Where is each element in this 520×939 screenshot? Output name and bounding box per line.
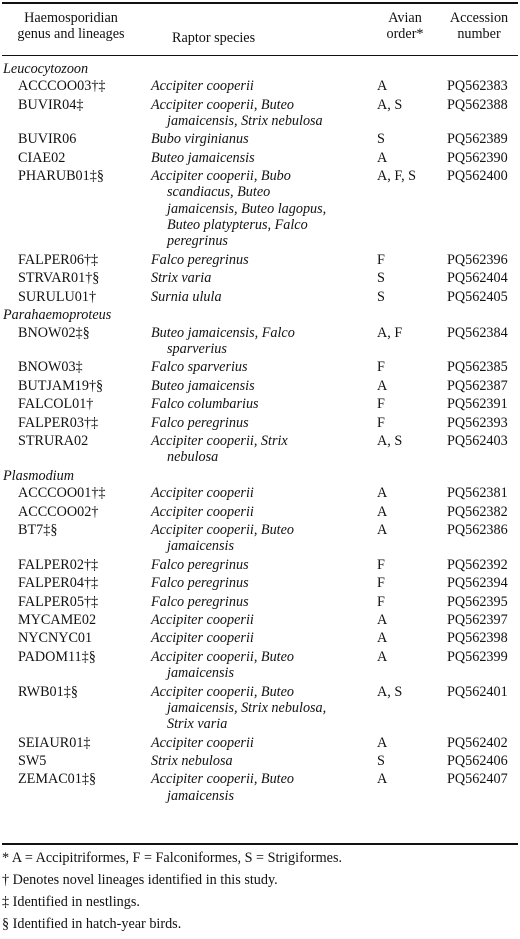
order-cell: S	[377, 752, 385, 769]
order-cell: A	[377, 771, 388, 788]
species-line: Accipiter cooperii, Bubo	[151, 168, 291, 185]
species-cell	[151, 415, 371, 431]
species-cell	[151, 433, 371, 466]
footnote-novel: † Denotes novel lineages identified in this study.	[2, 872, 278, 888]
accession-cell: PQ562383	[447, 78, 508, 95]
footnote-order: * A = Accipitriformes, F = Falconiformes, S = Strigiformes.	[2, 850, 343, 866]
species-cell	[151, 684, 371, 733]
accession-cell: PQ562386	[447, 522, 508, 539]
footnote-hatch-year: § Identified in hatch-year birds.	[2, 916, 182, 932]
lineage-cell: SEIAUR01‡	[18, 734, 91, 751]
order-cell: A	[377, 377, 388, 394]
order-cell: A	[377, 648, 388, 665]
order-cell: F	[377, 359, 385, 376]
species-cell	[151, 131, 371, 147]
accession-cell: PQ562397	[447, 612, 508, 628]
accession-cell: PQ562384	[447, 324, 508, 341]
species-line: Strix varia	[167, 716, 228, 733]
species-line: Falco peregrinus	[151, 556, 249, 573]
lineage-cell: ACCCOO02†	[18, 503, 99, 520]
species-line: Accipiter cooperii, Buteo	[151, 648, 295, 665]
order-cell: F	[377, 414, 385, 431]
order-cell: F	[377, 575, 385, 592]
species-cell	[151, 522, 371, 555]
species-cell	[151, 630, 371, 646]
lineage-cell: FALPER05†‡	[18, 593, 99, 610]
species-line: jamaicensis	[167, 665, 234, 682]
order-cell: A, F	[377, 324, 403, 341]
order-cell: A	[377, 149, 388, 166]
bottom-rule	[2, 843, 518, 845]
header-accession-line2: number	[457, 26, 501, 43]
species-line: Buteo jamaicensis	[151, 377, 255, 394]
accession-cell: PQ562392	[447, 556, 508, 573]
order-cell: A	[377, 78, 388, 95]
accession-cell: PQ562381	[447, 485, 508, 502]
species-cell	[151, 485, 371, 501]
header-genus-line2: genus and lineages	[17, 26, 125, 43]
top-rule	[2, 2, 518, 4]
species-cell	[151, 594, 371, 610]
species-line: Falco peregrinus	[151, 414, 249, 431]
species-line: Buteo jamaicensis	[151, 149, 255, 166]
accession-cell: PQ562406	[447, 752, 508, 769]
lineage-cell: FALPER04†‡	[18, 575, 99, 592]
lineage-cell: SW5	[18, 752, 47, 769]
species-cell	[151, 504, 371, 520]
header-order-line1: Avian	[388, 10, 422, 26]
accession-cell: PQ562388	[447, 96, 508, 113]
species-line: Buteo platypterus, Falco	[167, 216, 308, 233]
species-line: jamaicensis	[167, 787, 234, 804]
lineage-cell: FALPER03†‡	[18, 414, 99, 431]
species-cell	[151, 252, 371, 268]
species-line: Strix nebulosa	[151, 752, 233, 769]
species-cell	[151, 150, 371, 166]
species-line: jamaicensis, Buteo lagopus,	[167, 200, 327, 217]
lineage-cell: BNOW02‡§	[18, 324, 90, 341]
species-line: nebulosa	[167, 449, 219, 466]
species-line: Falco peregrinus	[151, 251, 249, 268]
accession-cell: PQ562405	[447, 288, 508, 305]
species-line: Accipiter cooperii	[151, 78, 254, 95]
species-line: Falco peregrinus	[151, 593, 249, 610]
accession-cell: PQ562404	[447, 270, 508, 287]
species-line: jamaicensis, Strix nebulosa,	[167, 699, 327, 716]
species-cell	[151, 359, 371, 375]
species-line: Bubo virginianus	[151, 131, 249, 148]
species-cell	[151, 97, 371, 130]
accession-cell: PQ562407	[447, 771, 508, 788]
species-line: Buteo jamaicensis, Falco	[151, 324, 295, 341]
species-line: Accipiter cooperii	[151, 630, 254, 647]
accession-cell: PQ562385	[447, 359, 508, 376]
species-line: Accipiter cooperii	[151, 734, 254, 751]
accession-cell: PQ562390	[447, 149, 508, 166]
lineage-cell: NYCNYC01	[18, 630, 93, 647]
order-cell: A	[377, 612, 388, 628]
species-cell	[151, 612, 371, 628]
order-cell: S	[377, 270, 385, 287]
header-genus	[0, 10, 142, 43]
accession-cell: PQ562400	[447, 168, 508, 185]
accession-cell: PQ562396	[447, 251, 508, 268]
species-cell	[151, 771, 371, 804]
order-cell: A	[377, 522, 388, 539]
species-line: Falco peregrinus	[151, 575, 249, 592]
accession-cell: PQ562402	[447, 734, 508, 751]
accession-cell: PQ562401	[447, 683, 508, 700]
header-order-line2: order*	[386, 26, 424, 43]
accession-cell: PQ562393	[447, 414, 508, 431]
order-cell: A, S	[377, 432, 403, 449]
species-line: sparverius	[167, 340, 227, 357]
order-cell: A	[377, 734, 388, 751]
header-accession-line1: Accession	[449, 10, 509, 26]
order-cell: F	[377, 251, 385, 268]
footnotes	[2, 850, 518, 938]
lineage-cell: ACCCOO01†‡	[18, 485, 106, 502]
lineage-cell: ACCCOO03†‡	[18, 78, 106, 95]
species-cell	[151, 575, 371, 591]
accession-cell: PQ562398	[447, 630, 508, 647]
species-cell	[151, 396, 371, 412]
lineage-cell: PHARUB01‡§	[18, 168, 104, 185]
species-cell	[151, 78, 371, 94]
order-cell: A	[377, 630, 388, 647]
species-cell	[151, 753, 371, 769]
lineage-cell: BUTJAM19†§	[18, 377, 104, 394]
lineage-cell: FALCOL01†	[18, 396, 94, 413]
species-line: Accipiter cooperii, Buteo	[151, 771, 295, 788]
accession-cell: PQ562389	[447, 131, 508, 148]
species-cell	[151, 378, 371, 394]
accession-cell: PQ562403	[447, 432, 508, 449]
lineage-cell: PADOM11‡§	[18, 648, 96, 665]
species-line: Falco sparverius	[151, 359, 248, 376]
lineage-cell: ZEMAC01‡§	[18, 771, 97, 788]
species-cell	[151, 325, 371, 358]
lineage-cell: CIAE02	[18, 149, 66, 166]
header-species: Raptor species	[172, 30, 256, 46]
header-order	[374, 10, 436, 43]
lineage-cell: BNOW03‡	[18, 359, 83, 376]
header-accession	[438, 10, 520, 43]
order-cell: S	[377, 288, 385, 305]
footnote-nestlings: ‡ Identified in nestlings.	[2, 894, 140, 910]
lineage-cell: BUVIR04‡	[18, 96, 84, 113]
species-cell	[151, 649, 371, 682]
order-cell: A, S	[377, 683, 403, 700]
species-line: jamaicensis, Strix nebulosa	[167, 112, 323, 129]
species-line: Accipiter cooperii, Buteo	[151, 683, 295, 700]
header-genus-line1: Haemosporidian	[24, 10, 118, 26]
lineage-cell: BT7‡§	[18, 522, 58, 539]
lineage-cell: STRVAR01†§	[18, 270, 100, 287]
species-cell	[151, 557, 371, 573]
lineage-cell: SURULU01†	[18, 288, 97, 305]
lineage-cell: MYCAME02	[18, 612, 97, 628]
lineage-cell: BUVIR06	[18, 131, 77, 148]
order-cell: S	[377, 131, 385, 148]
lineage-cell: STRURA02	[18, 432, 89, 449]
order-cell: F	[377, 556, 385, 573]
species-line: Accipiter cooperii, Strix	[151, 432, 288, 449]
accession-cell: PQ562382	[447, 503, 508, 520]
species-line: Accipiter cooperii	[151, 503, 254, 520]
lineage-cell: FALPER02†‡	[18, 556, 99, 573]
species-line: peregrinus	[167, 233, 228, 250]
species-line: Accipiter cooperii, Buteo	[151, 96, 295, 113]
order-cell: A	[377, 503, 388, 520]
accession-cell: PQ562387	[447, 377, 508, 394]
species-line: Strix varia	[151, 270, 212, 287]
header-rule	[2, 55, 518, 56]
species-line: Accipiter cooperii	[151, 612, 254, 628]
accession-cell: PQ562399	[447, 648, 508, 665]
lineage-cell: FALPER06†‡	[18, 251, 99, 268]
genus-label: Leucocytozoon	[3, 61, 89, 77]
accession-cell: PQ562391	[447, 396, 508, 413]
order-cell: A, F, S	[377, 168, 417, 185]
species-line: Surnia ulula	[151, 288, 222, 305]
species-cell	[151, 735, 371, 751]
accession-cell: PQ562395	[447, 593, 508, 610]
genus-label: Plasmodium	[3, 468, 74, 485]
order-cell: A, S	[377, 96, 403, 113]
species-line: Falco columbarius	[151, 396, 259, 413]
species-cell	[151, 289, 371, 305]
species-line: scandiacus, Buteo	[167, 184, 271, 201]
order-cell: F	[377, 593, 385, 610]
species-cell	[151, 168, 371, 249]
order-cell: A	[377, 485, 388, 502]
species-cell	[151, 270, 371, 286]
lineage-cell: RWB01‡§	[18, 683, 78, 700]
accession-cell: PQ562394	[447, 575, 508, 592]
species-line: Accipiter cooperii, Buteo	[151, 522, 295, 539]
order-cell: F	[377, 396, 385, 413]
genus-label: Parahaemoproteus	[3, 307, 112, 324]
species-line: Accipiter cooperii	[151, 485, 254, 502]
species-line: jamaicensis	[167, 538, 234, 555]
